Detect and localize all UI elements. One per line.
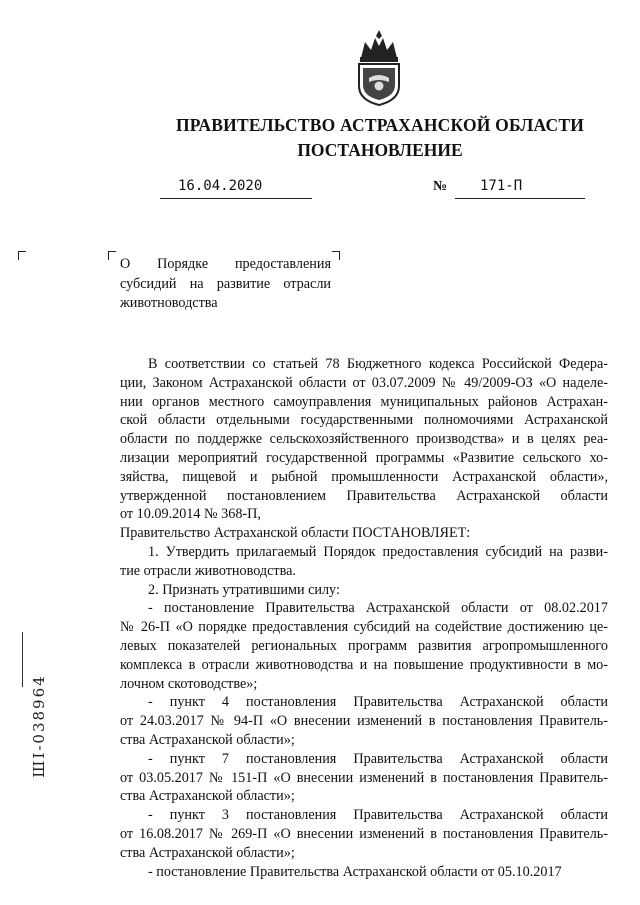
body-line: лочном скотоводстве»; bbox=[120, 675, 258, 692]
number-sign: № bbox=[433, 179, 448, 194]
number-underline bbox=[455, 198, 585, 199]
subject-bracket-right bbox=[332, 251, 340, 260]
document-number: 171-П bbox=[480, 178, 523, 194]
body-line: ства Астраханской области»; bbox=[120, 788, 295, 805]
body-line: № 26-П «О порядке предоставления субсидий на содействие достижению це- bbox=[120, 619, 608, 636]
body-line: от 16.08.2017 № 269-П «О внесении изменений в постановления Правитель- bbox=[120, 825, 608, 842]
body-line: - пункт 7 постановления Правительства Астраханской области bbox=[148, 750, 608, 767]
body-line: комплекса в отрасли животноводства и на повышение продуктивности в мо- bbox=[120, 656, 608, 673]
body-line: 2. Признать утратившими силу: bbox=[148, 581, 340, 598]
body-line: - пункт 4 постановления Правительства Астраханской области bbox=[148, 694, 608, 711]
body-line: - постановление Правительства Астраханской области от 08.02.2017 bbox=[148, 600, 608, 617]
subject-line: субсидий на развитие отрасли bbox=[120, 275, 331, 292]
body-line: Правительство Астраханской области ПОСТАНОВЛЯЕТ: bbox=[120, 525, 471, 542]
document-body bbox=[120, 355, 608, 881]
document-type: ПОСТАНОВЛЕНИЕ bbox=[297, 140, 463, 160]
subject-line: животноводства bbox=[120, 295, 218, 311]
body-line: от 10.09.2014 № 368-П, bbox=[120, 506, 261, 523]
body-line: тие отрасли животноводства. bbox=[120, 562, 296, 579]
body-line: от 03.05.2017 № 151-П «О внесении изменений в постановления Правитель- bbox=[120, 769, 608, 786]
body-line: - постановление Правительства Астраханской области от 05.10.2017 bbox=[148, 863, 562, 880]
body-line: В соответствии со статьей 78 Бюджетного кодекса Российской Федера- bbox=[148, 356, 608, 372]
government-title: ПРАВИТЕЛЬСТВО АСТРАХАНСКОЙ ОБЛАСТИ bbox=[175, 115, 585, 135]
body-line: зяйства, пищевой и рыбной промышленности Астраханской области», bbox=[120, 468, 608, 485]
body-line: ства Астраханской области»; bbox=[120, 731, 295, 748]
margin-line bbox=[22, 632, 23, 687]
body-line: лизации мероприятий государственной программы «Развитие сельского хо- bbox=[120, 449, 608, 466]
body-line: от 24.03.2017 № 94-П «О внесении изменений в постановления Правитель- bbox=[120, 713, 608, 730]
body-line: 1. Утвердить прилагаемый Порядок предоставления субсидий на разви- bbox=[148, 543, 608, 560]
body-line: ства Астраханской области»; bbox=[120, 844, 295, 861]
subject-bracket-left bbox=[108, 251, 116, 260]
body-line: нии органов местного самоуправления муниципальных районов Астрахан- bbox=[120, 393, 608, 410]
document-date: 16.04.2020 bbox=[178, 178, 263, 194]
body-line: утвержденной постановлением Правительства Астраханской области bbox=[120, 487, 608, 504]
date-underline bbox=[160, 198, 312, 199]
body-line: области по поддержке сельскохозяйственного производства» и в целях реа- bbox=[120, 431, 608, 448]
document-subject bbox=[120, 255, 331, 314]
body-line: ции, Законом Астраханской области от 03.07.2009 № 49/2009-ОЗ «О наделе- bbox=[120, 374, 608, 391]
coat-of-arms-icon bbox=[351, 28, 407, 106]
body-line: - пункт 3 постановления Правительства Астраханской области bbox=[148, 807, 608, 824]
body-line: левых показателей региональных программ развития агропромышленного bbox=[120, 637, 608, 654]
subject-line: О Порядке предоставления bbox=[120, 256, 331, 272]
body-line: ской области отдельными государственными полномочиями Астраханской bbox=[120, 412, 608, 429]
margin-corner-mark bbox=[18, 251, 26, 260]
side-serial-code: ШI-038964 bbox=[30, 674, 48, 778]
